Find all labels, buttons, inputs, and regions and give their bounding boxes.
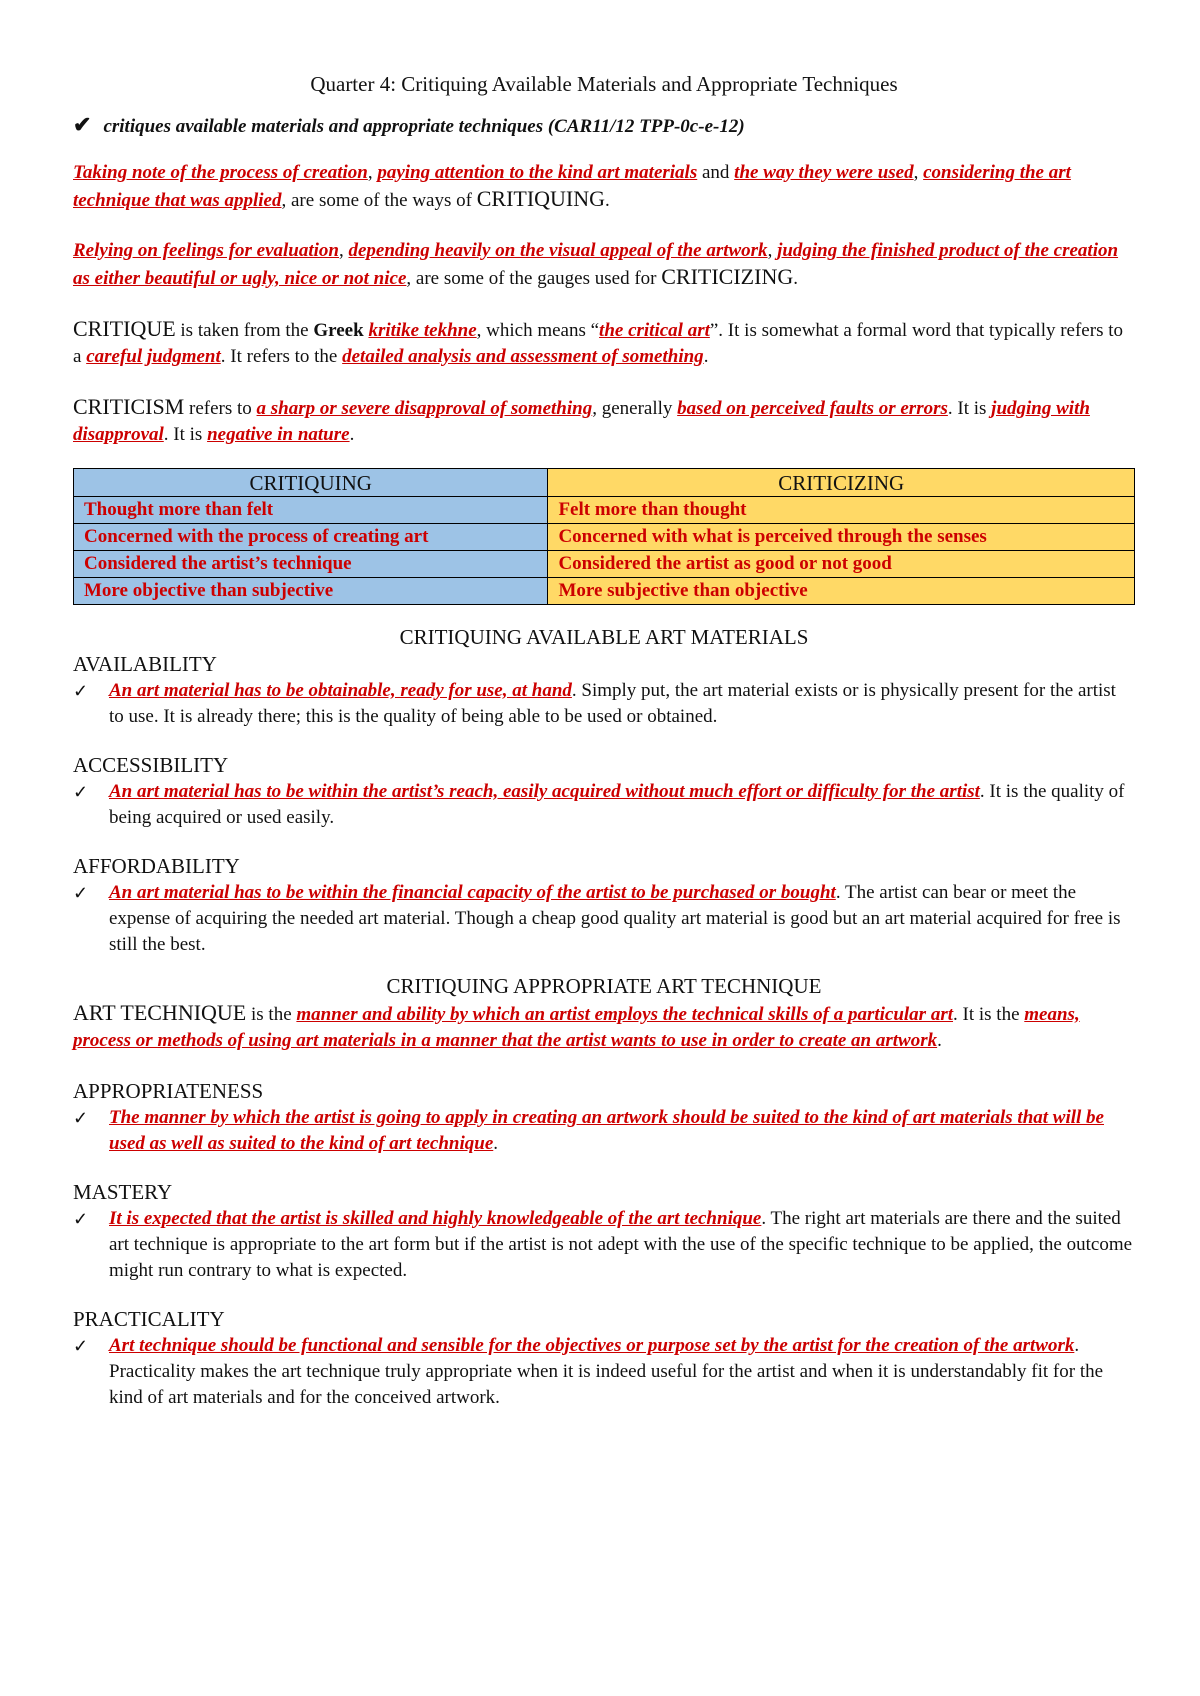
document-body bbox=[73, 70, 1135, 1433]
body-text: . bbox=[349, 424, 355, 445]
checkmark-icon: ✓ bbox=[73, 1209, 89, 1229]
table-row bbox=[74, 578, 1135, 605]
section-heading-technique: CRITIQUING APPROPRIATE ART TECHNIQUE bbox=[386, 974, 822, 998]
highlight-text: means, process or methods of using art materials in a manner that the artist wants to use in order to create an artwork bbox=[73, 1004, 1080, 1051]
table-cell: More subjective than objective bbox=[548, 578, 1135, 605]
learning-competency bbox=[73, 112, 1135, 140]
highlight-text: depending heavily on the visual appeal of the artwork bbox=[348, 240, 768, 261]
highlight-text: careful judgment bbox=[86, 346, 221, 367]
body-text: is the bbox=[246, 1004, 297, 1025]
checkmark-icon: ✓ bbox=[73, 681, 89, 701]
highlight-text: considering the art technique that was applied bbox=[73, 162, 1071, 211]
table-cell: Thought more than felt bbox=[74, 497, 548, 524]
table-cell: Considered the artist as good or not good bbox=[548, 551, 1135, 578]
table-header-row bbox=[74, 469, 1135, 497]
body-text: ”. It is somewhat a formal word that typically refers to a bbox=[73, 320, 1123, 367]
highlight-text: The manner by which the artist is going to apply in creating an artwork should be suited to the kind of art materials that will be used as well as suited to the kind of art technique bbox=[109, 1107, 1104, 1154]
art-technique-definition bbox=[73, 1000, 1135, 1054]
highlight-text: judging with disapproval bbox=[73, 398, 1090, 445]
body-text: . bbox=[937, 1030, 942, 1051]
body-text: is taken from the bbox=[175, 320, 314, 341]
practicality-heading: PRACTICALITY bbox=[73, 1307, 225, 1331]
table-cell: Concerned with what is perceived through the senses bbox=[548, 524, 1135, 551]
section-heading-materials: CRITIQUING AVAILABLE ART MATERIALS bbox=[399, 625, 809, 649]
body-text: , bbox=[767, 240, 778, 261]
body-text: . Practicality makes the art technique truly appropriate when it is indeed useful for the artist and when it is understandably fit for the kind of art materials and for the conceived artwork. bbox=[109, 1335, 1104, 1408]
highlight-text: manner and ability by which an artist employs the technical skills of a particular art bbox=[296, 1004, 954, 1025]
body-text: . bbox=[605, 190, 610, 211]
table-row bbox=[74, 497, 1135, 524]
table-cell: Concerned with the process of creating art bbox=[74, 524, 548, 551]
body-text: , bbox=[339, 240, 349, 261]
header-criticizing: CRITICIZING bbox=[548, 469, 1135, 497]
body-text: , bbox=[913, 162, 924, 183]
checkmark-icon: ✓ bbox=[73, 883, 89, 903]
mastery-heading: MASTERY bbox=[73, 1180, 173, 1204]
practicality-item bbox=[73, 1333, 1135, 1411]
body-text: , are some of the ways of bbox=[281, 190, 477, 211]
competency-text: critiques available materials and appropriate techniques (CAR11/12 TPP-0c-e-12) bbox=[103, 116, 745, 137]
mastery-item bbox=[73, 1206, 1135, 1284]
keyword: CRITIQUE bbox=[73, 316, 176, 341]
body-text: . It is the bbox=[953, 1004, 1025, 1025]
highlight-text: detailed analysis and assessment of something bbox=[342, 346, 704, 367]
highlight-text: Taking note of the process of creation bbox=[73, 162, 368, 183]
body-text: . bbox=[793, 268, 798, 289]
body-text: . Simply put, the art material exists or is physically present for the artist to use. It is already there; this is the quality of being able to be used or obtained. bbox=[109, 680, 1116, 727]
highlight-text: It is expected that the artist is skilled and highly knowledgeable of the art technique bbox=[109, 1208, 762, 1229]
body-text: , bbox=[367, 162, 378, 183]
table-row bbox=[74, 551, 1135, 578]
highlight-text: paying attention to the kind art materials bbox=[377, 162, 698, 183]
checkmark-icon: ✓ bbox=[73, 1336, 89, 1356]
critiquing-paragraph bbox=[73, 160, 1135, 214]
body-text: . It is the quality of being acquired or used easily. bbox=[109, 781, 1125, 828]
highlight-text: negative in nature bbox=[207, 424, 350, 445]
highlight-text: the way they were used bbox=[734, 162, 914, 183]
comparison-table bbox=[73, 468, 1135, 605]
keyword: CRITICIZING bbox=[661, 264, 794, 289]
body-text: . It is bbox=[163, 424, 208, 445]
header-critiquing: CRITIQUING bbox=[74, 469, 548, 497]
checkmark-icon: ✓ bbox=[73, 1108, 89, 1128]
highlight-text: Relying on feelings for evaluation bbox=[73, 240, 339, 261]
criticizing-paragraph bbox=[73, 238, 1135, 292]
keyword: ART TECHNIQUE bbox=[73, 1000, 247, 1025]
body-text: . It refers to the bbox=[220, 346, 343, 367]
availability-heading: AVAILABILITY bbox=[73, 652, 217, 676]
table-cell: More objective than subjective bbox=[74, 578, 548, 605]
criticism-definition bbox=[73, 394, 1135, 448]
body-text: . The right art materials are there and the suited art technique is appropriate to the art form but if the artist is not adept with the use of the specific technique to be applied, the outcome might run contrary to what is expected. bbox=[109, 1208, 1133, 1281]
affordability-item bbox=[73, 880, 1135, 958]
table-row bbox=[74, 524, 1135, 551]
highlight-text: judging the finished product of the creation as either beautiful or ugly, nice or not nice bbox=[73, 240, 1119, 289]
availability-item bbox=[73, 678, 1135, 730]
page-title: Quarter 4: Critiquing Available Materials and Appropriate Techniques bbox=[310, 72, 898, 96]
body-text: , generally bbox=[592, 398, 678, 419]
appropriateness-heading: APPROPRIATENESS bbox=[73, 1079, 264, 1103]
checkmark-icon: ✓ bbox=[73, 782, 89, 802]
body-text: refers to bbox=[184, 398, 257, 419]
body-text: . bbox=[493, 1133, 499, 1154]
appropriateness-item bbox=[73, 1105, 1135, 1157]
body-text: and bbox=[697, 162, 735, 183]
highlight-text: based on perceived faults or errors bbox=[677, 398, 948, 419]
accessibility-heading: ACCESSIBILITY bbox=[73, 753, 229, 777]
body-text: , are some of the gauges used for bbox=[406, 268, 662, 289]
body-text: . It is bbox=[947, 398, 992, 419]
bold-text: Greek bbox=[313, 320, 364, 341]
highlight-text: An art material has to be within the artist’s reach, easily acquired without much effort or difficulty for the artist bbox=[109, 781, 980, 802]
highlight-text: kritike tekhne bbox=[368, 320, 477, 341]
highlight-text: Art technique should be functional and sensible for the objectives or purpose set by the artist for the creation of the artwork bbox=[109, 1335, 1075, 1356]
body-text: . bbox=[703, 346, 709, 367]
highlight-text: An art material has to be within the financial capacity of the artist to be purchased or bought bbox=[109, 882, 836, 903]
body-text: . The artist can bear or meet the expense of acquiring the needed art material. Though a cheap good quality art material is good but an art material acquired for free is still the best. bbox=[109, 882, 1121, 955]
body-text: , which means “ bbox=[476, 320, 600, 341]
accessibility-item bbox=[73, 779, 1135, 831]
highlight-text: the critical art bbox=[599, 320, 710, 341]
checkmark-icon: ✔ bbox=[73, 112, 92, 137]
affordability-heading: AFFORDABILITY bbox=[73, 854, 240, 878]
table-cell: Considered the artist’s technique bbox=[74, 551, 548, 578]
keyword: CRITIQUING bbox=[476, 186, 606, 211]
highlight-text: a sharp or severe disapproval of something bbox=[256, 398, 593, 419]
table-cell: Felt more than thought bbox=[548, 497, 1135, 524]
critique-definition bbox=[73, 316, 1135, 370]
highlight-text: An art material has to be obtainable, ready for use, at hand bbox=[109, 680, 572, 701]
keyword: CRITICISM bbox=[73, 394, 185, 419]
